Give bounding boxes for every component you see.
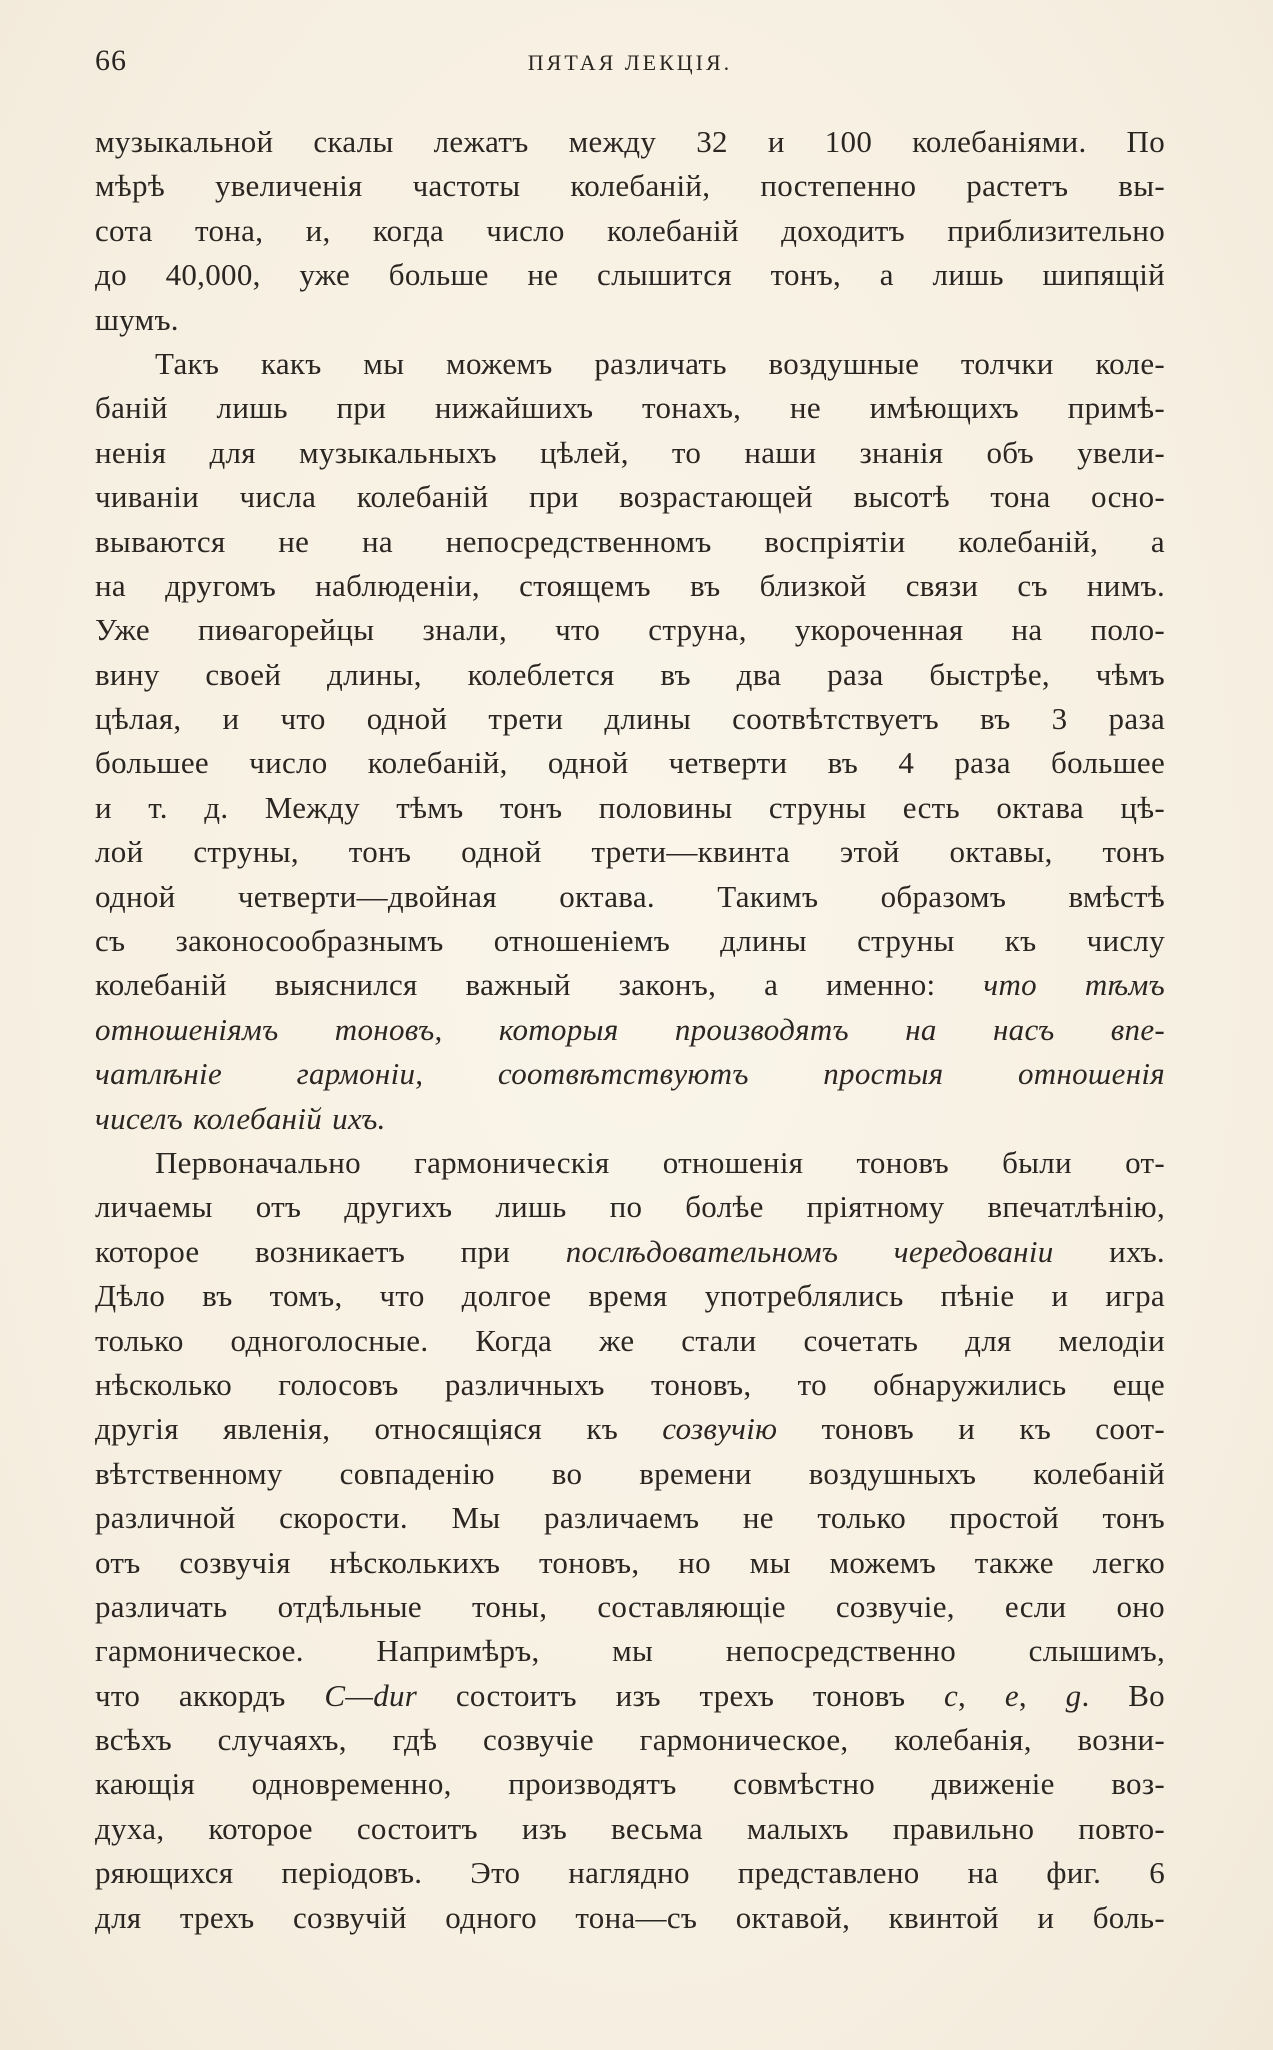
text-line: различной скорости. Мы различаемъ не только простой тонъ <box>95 1500 1165 1536</box>
text-segment: что аккордъ <box>95 1677 286 1713</box>
body-text <box>95 120 1165 1940</box>
text-line: баній лишь при нижайшихъ тонахъ, не имѣющихъ примѣ- <box>95 390 1165 426</box>
text-line: Такъ какъ мы можемъ различать воздушные толчки коле- <box>155 345 1165 381</box>
text-line: всѣхъ случаяхъ, гдѣ созвучіе гармоническое, колебанія, возни- <box>95 1722 1165 1758</box>
italic-segment: c <box>943 1677 959 1713</box>
text-line: нѣсколько голосовъ различныхъ тоновъ, то обнаружились еще <box>95 1366 1165 1402</box>
italic-segment: g <box>1065 1677 1082 1713</box>
text-line: съ законосообразнымъ отношеніемъ длины струны къ числу <box>95 923 1165 959</box>
text-segment: тоновъ и къ соот- <box>777 1411 1165 1447</box>
text-segment: , <box>958 1677 1005 1713</box>
text-line: духа, которое состоитъ изъ весьма малыхъ правильно повто- <box>95 1810 1165 1846</box>
italic-segment: созвучію <box>662 1411 778 1447</box>
text-line: музыкальной скалы лежатъ между 32 и 100 колебаніями. По <box>95 124 1165 159</box>
text-line: Первоначально гармоническія отношенія тоновъ были от- <box>155 1144 1165 1180</box>
text-line: отъ созвучія нѣсколькихъ тоновъ, но мы можемъ также легко <box>95 1544 1165 1580</box>
text-line: ряющихся періодовъ. Это наглядно представлено на фиг. 6 <box>95 1855 1165 1891</box>
running-title: ПЯТАЯ ЛЕКЦІЯ. <box>527 50 733 75</box>
text-line-mixed <box>95 963 1165 1007</box>
text-line: сота тона, и, когда число колебаній доходитъ приблизительно <box>95 212 1165 248</box>
text-line: одной четверти—двойная октава. Такимъ образомъ вмѣстѣ <box>95 878 1165 914</box>
page-number: 66 <box>95 44 127 77</box>
text-line: до 40,000, уже больше не слышится тонъ, а лишь шипящій <box>95 257 1165 293</box>
text-line: гармоническое. Напримѣръ, мы непосредственно слышимъ, <box>95 1633 1165 1669</box>
text-line: Уже пиѳагорейцы знали, что струна, укороченная на поло- <box>95 612 1165 648</box>
text-line-mixed <box>95 1674 1165 1718</box>
text-line: цѣлая, и что одной трети длины соотвѣтствуетъ въ 3 раза <box>95 701 1165 737</box>
text-segment: , <box>1018 1677 1066 1713</box>
text-line: шумъ. <box>95 301 179 337</box>
text-line: вину своей длины, колеблется въ два раза быстрѣе, чѣмъ <box>95 656 1165 692</box>
text-line: только одноголосные. Когда же стали сочетать для мелодіи <box>95 1322 1165 1358</box>
text-line: большее число колебаній, одной четверти въ 4 раза большее <box>95 745 1165 781</box>
text-line: мѣрѣ увеличенія частоты колебаній, постепенно растетъ вы- <box>95 168 1165 204</box>
text-segment: колебаній выяснился важный законъ, а именно: <box>95 967 936 1003</box>
text-line: ненія для музыкальныхъ цѣлей, то наши знанія объ увели- <box>95 434 1165 470</box>
text-line: личаемы отъ другихъ лишь по болѣе пріятному впечатлѣнію, <box>95 1189 1165 1225</box>
text-segment: . Во <box>1081 1677 1165 1713</box>
text-line: различать отдѣльные тоны, составляющіе созвучіе, если оно <box>95 1588 1165 1624</box>
text-line: Дѣло въ томъ, что долгое время употреблялись пѣніе и игра <box>95 1278 1165 1314</box>
text-segment: которое возникаетъ при <box>95 1233 511 1269</box>
page-header <box>95 44 1165 84</box>
italic-segment: e <box>1004 1677 1019 1713</box>
text-line-mixed <box>95 1230 1165 1274</box>
italic-segment: C—dur <box>324 1677 418 1713</box>
text-line: для трехъ созвучій одного тона—съ октавой, квинтой и боль- <box>95 1899 1165 1935</box>
text-line: и т. д. Между тѣмъ тонъ половины струны есть октава цѣ- <box>95 789 1165 825</box>
text-line: вѣтственному совпаденію во времени воздушныхъ колебаній <box>95 1455 1165 1491</box>
text-line: на другомъ наблюденіи, стоящемъ въ близкой связи съ нимъ. <box>95 567 1165 603</box>
text-segment: другія явленія, относящіяся къ <box>95 1411 619 1447</box>
text-segment: состоитъ изъ трехъ тоновъ <box>417 1677 944 1713</box>
text-line: лой струны, тонъ одной трети—квинта этой октавы, тонъ <box>95 834 1165 870</box>
text-line: кающія одновременно, производятъ совмѣстно движеніе воз- <box>95 1766 1165 1802</box>
text-line: вываются не на непосредственномъ воспріятіи колебаній, а <box>95 523 1165 559</box>
text-line-italic: чиселъ колебаній ихъ. <box>95 1100 386 1136</box>
italic-segment: что тѣмъ <box>983 967 1165 1003</box>
text-line-mixed <box>95 1407 1165 1451</box>
text-line-italic: отношеніямъ тоновъ, которыя производятъ на насъ впе- <box>95 1011 1165 1047</box>
text-line-italic: чатлѣніе гармоніи, соотвѣтствуютъ простыя отношенія <box>95 1056 1165 1092</box>
italic-segment: послѣдовательномъ чередованіи <box>565 1233 1054 1269</box>
text-segment: ихъ. <box>1053 1233 1165 1269</box>
text-line: чиваніи числа колебаній при возрастающей высотѣ тона осно- <box>95 479 1165 515</box>
